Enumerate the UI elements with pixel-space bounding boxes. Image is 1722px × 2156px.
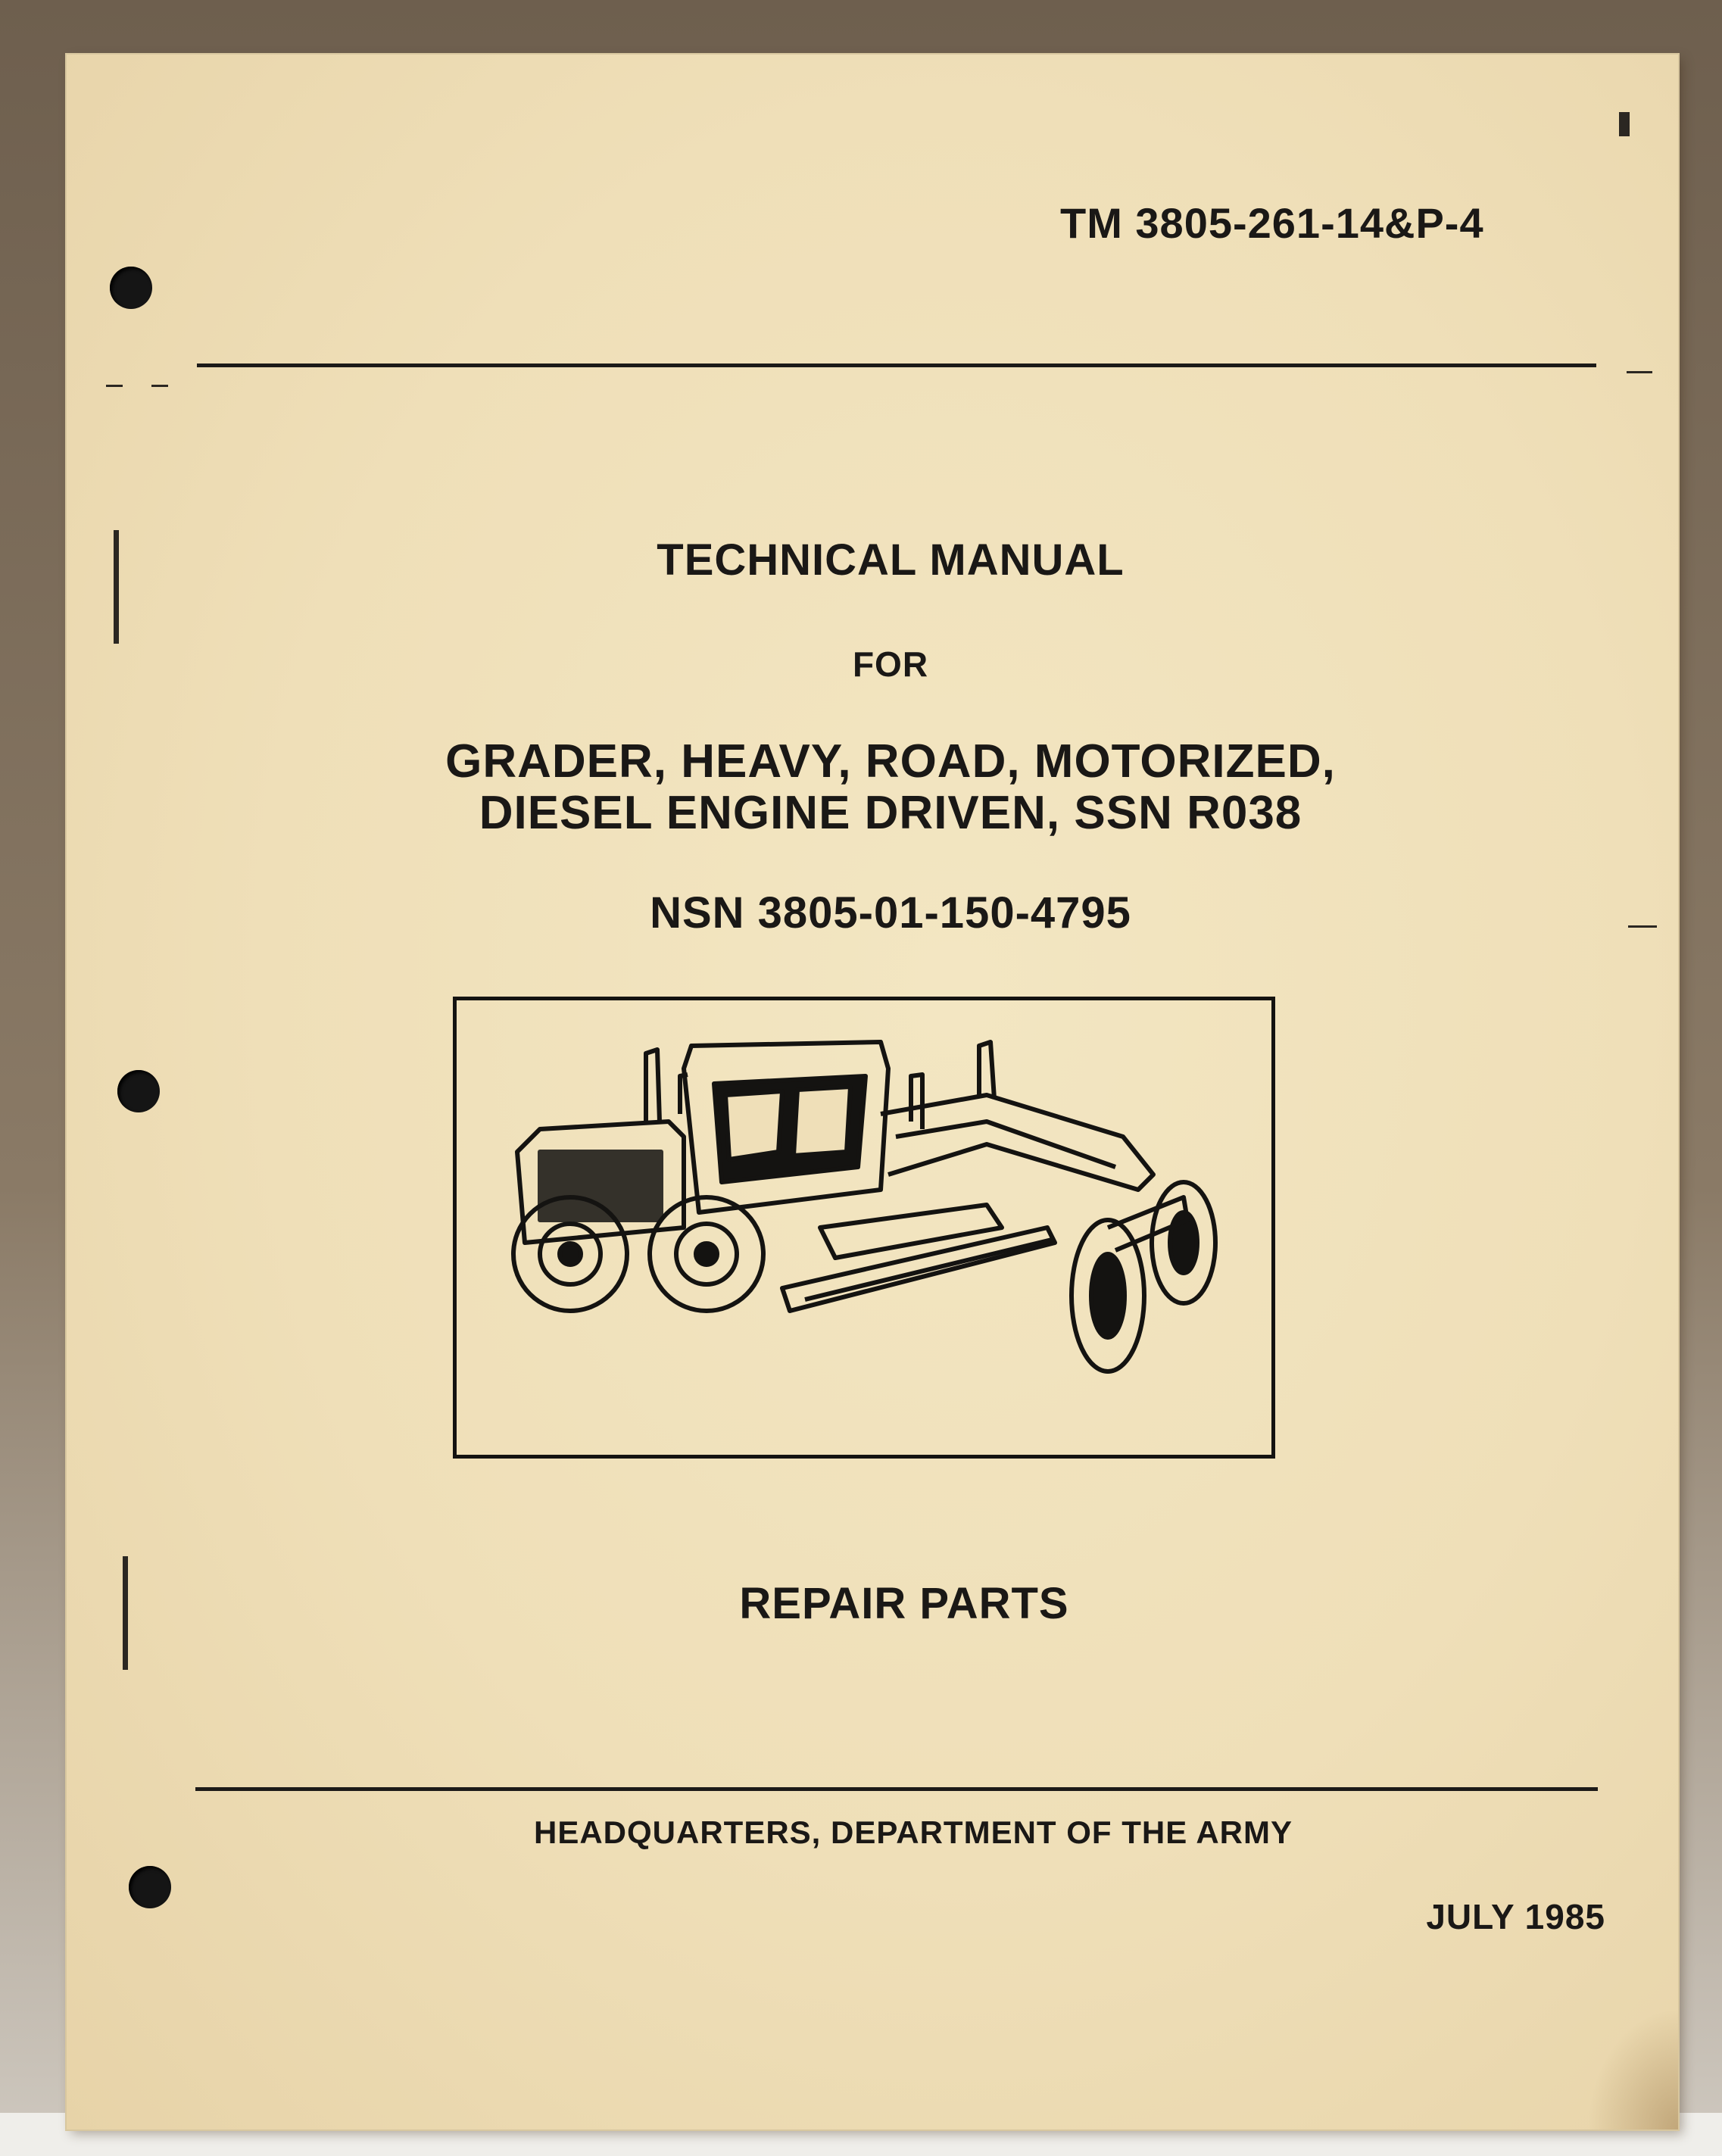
for-label: FOR <box>852 644 929 684</box>
issuing-authority: HEADQUARTERS, DEPARTMENT OF THE ARMY <box>534 1814 1293 1850</box>
section-title: REPAIR PARTS <box>739 1579 1069 1628</box>
binder-hole-middle <box>117 1070 160 1112</box>
motor-grader-drawing <box>457 1000 1271 1455</box>
bottom-divider-rule <box>195 1787 1598 1791</box>
binder-hole-bottom <box>129 1866 171 1908</box>
equipment-title-line-1: GRADER, HEAVY, ROAD, MOTORIZED, <box>445 735 1336 788</box>
binding-slot-mark <box>123 1556 128 1670</box>
binder-hole-top <box>110 267 152 309</box>
manual-number: TM 3805-261-14&P-4 <box>1060 199 1484 247</box>
manual-heading: TECHNICAL MANUAL <box>657 535 1125 585</box>
tear-mark <box>106 385 123 387</box>
publication-date: JULY 1985 <box>1426 1897 1605 1936</box>
grader-illustration-frame <box>453 997 1275 1459</box>
top-divider-rule <box>197 363 1596 367</box>
nsn-number: NSN 3805-01-150-4795 <box>650 888 1131 938</box>
corner-mark <box>1619 112 1630 136</box>
tear-mark <box>151 385 168 387</box>
tear-mark <box>1628 925 1657 928</box>
equipment-title-line-2: DIESEL ENGINE DRIVEN, SSN R038 <box>479 787 1302 839</box>
tear-mark <box>1627 371 1652 373</box>
binding-slot-mark <box>114 530 119 644</box>
